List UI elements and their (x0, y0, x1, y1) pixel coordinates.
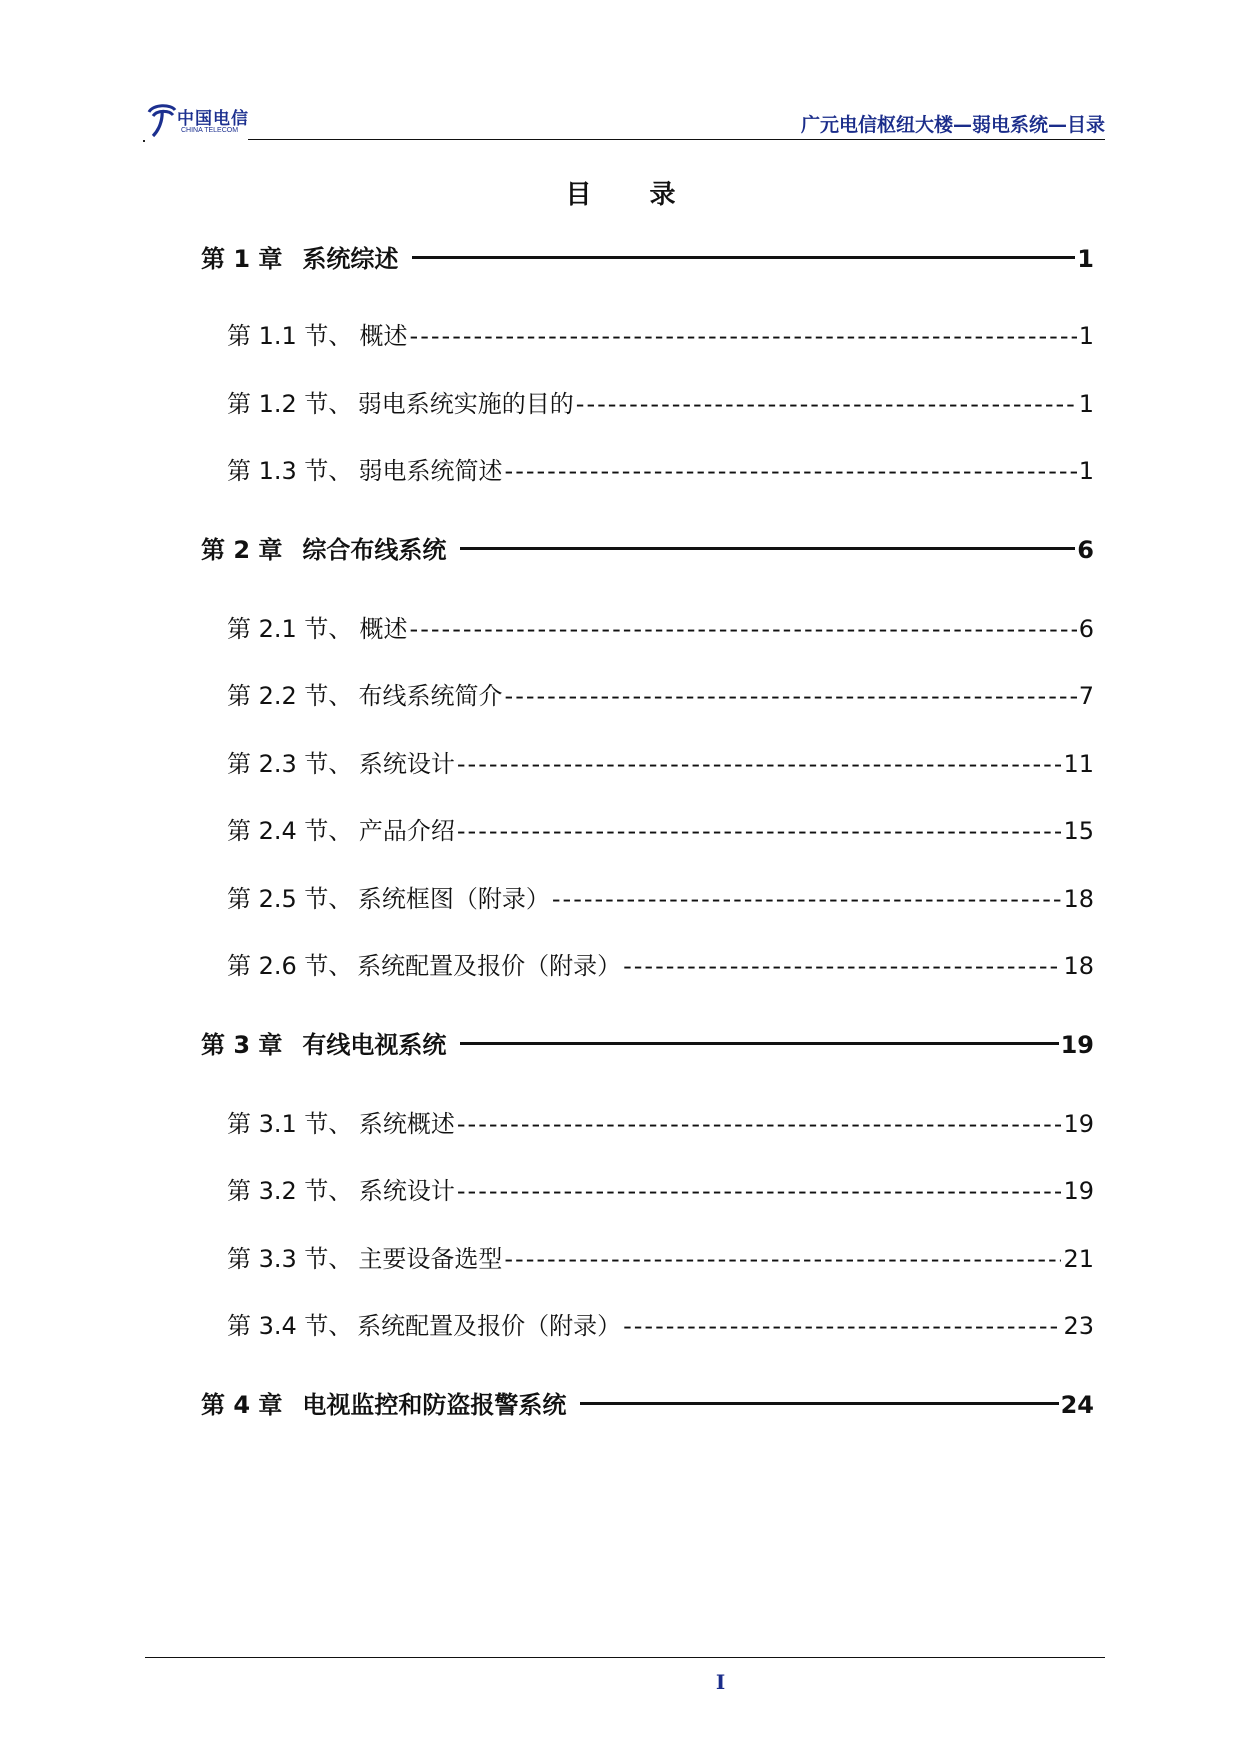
toc-section-row[interactable] (227, 1306, 1094, 1341)
toc-entry-number: 第 2 章 (201, 536, 283, 564)
toc-leader-line (504, 1245, 1061, 1273)
toc-entry-number: 第 1.2 节、 (227, 390, 353, 418)
toc-page-number: 19 (1063, 1110, 1094, 1138)
toc-page-number: 11 (1063, 750, 1094, 778)
toc-chapter-row[interactable] (201, 1385, 1094, 1420)
page-title: 目录 (565, 180, 734, 210)
toc-entry-number: 第 2.4 节、 (227, 817, 353, 845)
toc-page-number: 18 (1063, 952, 1094, 980)
toc-entry-title: 系统配置及报价（附录） (357, 1312, 622, 1340)
toc-section-row[interactable] (227, 1239, 1094, 1274)
toc-leader-line (412, 245, 1075, 269)
toc-entry-number: 第 3.2 节、 (227, 1177, 353, 1205)
footer-rule (145, 1657, 1105, 1658)
toc-entry-title: 弱电系统实施的目的 (357, 390, 574, 418)
toc-section-row[interactable] (227, 384, 1094, 419)
toc-leader-line (457, 1110, 1062, 1138)
toc-section-row[interactable] (227, 451, 1094, 486)
toc-entry-title: 系统设计 (358, 750, 455, 778)
header-document-title: 广元电信枢纽大楼—弱电系统—目录 (800, 114, 1105, 136)
toc-leader-line (410, 322, 1077, 350)
toc-entry-number: 第 1 章 (201, 245, 283, 273)
toc-entry-number: 第 3.1 节、 (227, 1110, 353, 1138)
toc-leader-line (580, 1391, 1058, 1415)
toc-page-number: 19 (1063, 1177, 1094, 1205)
toc-leader-line (460, 1031, 1058, 1055)
header-rule (248, 139, 1105, 140)
toc-entry-title: 主要设备选型 (358, 1245, 503, 1273)
toc-entry-title: 综合布线系统 (302, 536, 447, 564)
toc-entry-number: 第 3.4 节、 (227, 1312, 353, 1340)
toc-leader-bar (460, 1042, 1058, 1045)
toc-entry-title: 系统框图（附录） (357, 885, 550, 913)
toc-entry-number: 第 2.2 节、 (227, 682, 353, 710)
toc-entry-number: 第 2.1 节、 (227, 615, 353, 643)
toc-section-row[interactable] (227, 1171, 1094, 1206)
toc-page-number: 24 (1060, 1391, 1094, 1419)
toc-entry-title: 系统配置及报价（附录） (357, 952, 622, 980)
toc-chapter-row[interactable] (201, 530, 1094, 565)
toc-section-row[interactable] (227, 316, 1094, 351)
toc-page-number: 15 (1063, 817, 1094, 845)
toc-chapter-row[interactable] (201, 1025, 1094, 1060)
toc-entry-number: 第 1.3 节、 (227, 457, 353, 485)
toc-leader-line (410, 615, 1077, 643)
toc-leader-line (457, 817, 1062, 845)
toc-section-row[interactable] (227, 609, 1094, 644)
toc-page-number: 1 (1078, 322, 1094, 350)
footer-page-number: I (715, 1670, 726, 1694)
toc-page-number: 1 (1077, 245, 1094, 273)
toc-entry-title: 有线电视系统 (302, 1031, 447, 1059)
toc-entry-number: 第 4 章 (201, 1391, 283, 1419)
toc-entry-number: 第 2.3 节、 (227, 750, 353, 778)
toc-page-number: 6 (1077, 536, 1094, 564)
toc-page-number: 18 (1063, 885, 1094, 913)
toc-entry-number: 第 3.3 节、 (227, 1245, 353, 1273)
toc-section-row[interactable] (227, 946, 1094, 981)
toc-entry-number: 第 2.5 节、 (227, 885, 353, 913)
toc-leader-line (460, 536, 1075, 560)
toc-page-number: 23 (1063, 1312, 1094, 1340)
toc-leader-bar (580, 1402, 1058, 1405)
page-header (145, 98, 1105, 142)
toc-section-row[interactable] (227, 744, 1094, 779)
china-telecom-logo (145, 100, 265, 140)
toc-entry-title: 产品介绍 (358, 817, 455, 845)
logo-english-text: CHINA TELECOM (181, 127, 239, 134)
toc-leader-line (552, 885, 1062, 913)
toc-entry-title: 电视监控和防盗报警系统 (302, 1391, 567, 1419)
toc-page-number: 21 (1063, 1245, 1094, 1273)
toc-leader-line (505, 457, 1077, 485)
toc-section-row[interactable] (227, 879, 1094, 914)
toc-chapter-row[interactable] (201, 239, 1094, 274)
toc-entry-number: 第 2.6 节、 (227, 952, 353, 980)
toc-page-number: 7 (1078, 682, 1094, 710)
toc-entry-title: 概述 (359, 322, 408, 350)
toc-page-number: 6 (1078, 615, 1094, 643)
toc-entry-title: 概述 (359, 615, 408, 643)
toc-entry-title: 系统概述 (358, 1110, 455, 1138)
toc-leader-line (457, 750, 1062, 778)
header-dot (143, 140, 145, 142)
logo-chinese-text: 中国电信 (177, 109, 249, 129)
toc-leader-line (623, 1312, 1061, 1340)
toc-entry-title: 弱电系统简述 (358, 457, 503, 485)
toc-leader-bar (412, 256, 1075, 259)
toc-leader-line (457, 1177, 1062, 1205)
toc-section-row[interactable] (227, 811, 1094, 846)
toc-leader-bar (460, 547, 1075, 550)
toc-leader-line (576, 390, 1077, 418)
toc-leader-line (623, 952, 1061, 980)
toc-page-number: 1 (1078, 390, 1094, 418)
toc-page-number: 1 (1078, 457, 1094, 485)
toc-entry-number: 第 3 章 (201, 1031, 283, 1059)
toc-section-row[interactable] (227, 1104, 1094, 1139)
telecom-swirl-icon (145, 100, 179, 140)
toc-page-number: 19 (1060, 1031, 1094, 1059)
toc-entry-title: 系统综述 (302, 245, 399, 273)
toc-leader-line (505, 682, 1077, 710)
toc-entry-number: 第 1.1 节、 (227, 322, 353, 350)
toc-entry-title: 系统设计 (358, 1177, 455, 1205)
toc-section-row[interactable] (227, 676, 1094, 711)
toc-entry-title: 布线系统简介 (358, 682, 503, 710)
